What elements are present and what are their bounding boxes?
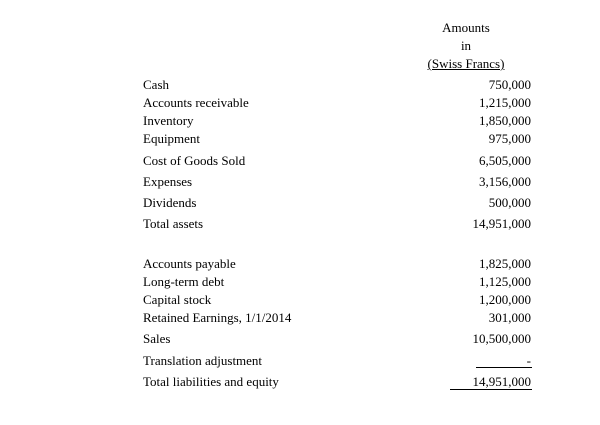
row-label-dividends: Dividends	[143, 195, 197, 210]
row-amount-total-liabilities-equity: 14,951,000	[472, 374, 531, 389]
row-amount-expenses: 3,156,000	[479, 174, 531, 189]
row-amount-sales: 10,500,000	[472, 331, 531, 346]
row-amount-translation-adjustment: -	[526, 353, 531, 368]
row-label-inventory: Inventory	[143, 113, 194, 128]
row-amount-cost-of-goods-sold: 6,505,000	[479, 153, 531, 168]
row-label-total-liabilities-equity: Total liabilities and equity	[143, 374, 279, 389]
column-header-currency: (Swiss Francs)	[427, 56, 505, 71]
row-label-equipment: Equipment	[143, 131, 201, 146]
total-underline	[450, 389, 532, 390]
row-amount-capital-stock: 1,200,000	[479, 292, 531, 307]
row-label-cash: Cash	[143, 77, 169, 92]
row-amount-dividends: 500,000	[488, 195, 531, 210]
row-amount-accounts-receivable: 1,215,000	[479, 95, 531, 110]
row-amount-retained-earnings: 301,000	[488, 310, 531, 325]
row-amount-inventory: 1,850,000	[479, 113, 531, 128]
row-label-long-term-debt: Long-term debt	[143, 274, 225, 289]
row-amount-equipment: 975,000	[488, 131, 531, 146]
column-header-amounts: Amounts	[442, 20, 490, 35]
row-label-retained-earnings: Retained Earnings, 1/1/2014	[143, 310, 292, 325]
row-label-capital-stock: Capital stock	[143, 292, 212, 307]
subtotal-underline	[476, 367, 532, 368]
row-amount-cash: 750,000	[488, 77, 531, 92]
row-label-translation-adjustment: Translation adjustment	[143, 353, 263, 368]
row-label-accounts-receivable: Accounts receivable	[143, 95, 249, 110]
row-label-expenses: Expenses	[143, 174, 193, 189]
row-label-sales: Sales	[143, 331, 171, 346]
row-amount-total-assets: 14,951,000	[472, 216, 531, 231]
row-amount-accounts-payable: 1,825,000	[479, 256, 531, 271]
row-label-accounts-payable: Accounts payable	[143, 256, 236, 271]
row-label-cost-of-goods-sold: Cost of Goods Sold	[143, 153, 246, 168]
column-header-in: in	[460, 38, 472, 53]
row-label-total-assets: Total assets	[143, 216, 204, 231]
row-amount-long-term-debt: 1,125,000	[479, 274, 531, 289]
